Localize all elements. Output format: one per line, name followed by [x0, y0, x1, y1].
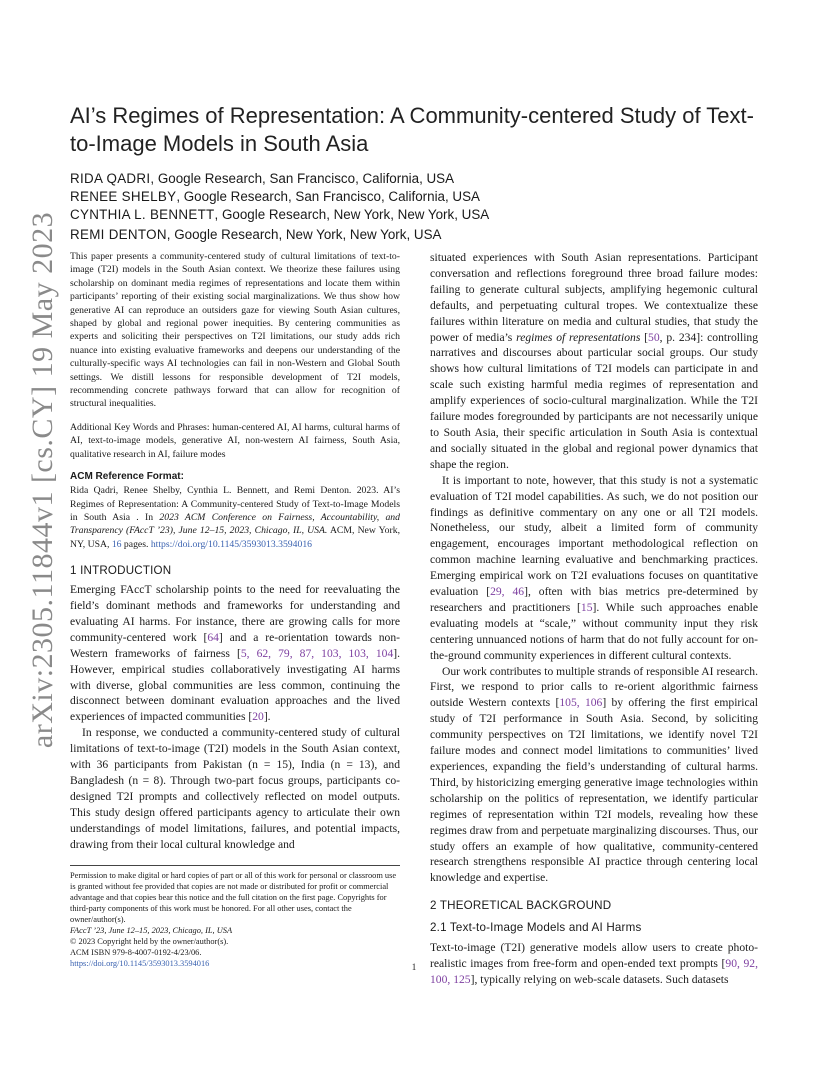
- arxiv-identifier-text: arXiv:2305.11844v1 [cs.CY] 19 May 2023: [26, 211, 60, 749]
- text-run: Our work contributes to multiple strands of responsible AI research. First, we respond to prior calls to re-orient algorithmic fairness outside Western contexts [: [430, 664, 758, 710]
- author-line-1: [70, 170, 770, 188]
- footnote-doi-link[interactable]: https://doi.org/10.1145/3593013.3594016: [70, 958, 210, 968]
- citation-link[interactable]: 15: [580, 600, 593, 614]
- author-affiliation: , Google Research, San Francisco, California, USA: [150, 171, 455, 186]
- author-line-4: [70, 226, 770, 244]
- isbn-line: ACM ISBN 979-8-4007-0192-4/23/06.: [70, 947, 202, 957]
- citation-link[interactable]: 90, 92, 100, 125: [430, 957, 758, 987]
- author-name: CYNTHIA L. BENNETT: [70, 207, 215, 222]
- citation-link[interactable]: 29, 46: [490, 585, 525, 599]
- acm-reference-publisher: ACM, New York, NY, USA,: [70, 525, 400, 550]
- acm-reference-venue: 2023 ACM Conference on Fairness, Accountability, and Transparency (FAccT ’23), June 12–15, 2023, Chicago, IL, USA.: [70, 511, 400, 537]
- acm-reference-doi-link[interactable]: https://doi.org/10.1145/3593013.3594016: [150, 538, 313, 550]
- text-run: ]. While such approaches enable evaluating models at “scale,” without community input they risk centering unnuanced notions of harm that do not fully account for on-the-ground community experiences in different cultural contexts.: [430, 600, 758, 662]
- text-run: It is important to note, however, that this study is not a systematic evaluation of T2I model capabilities. As such, we do not position our findings as definitive commentary on any one or all T2I models. Nonetheless, our study, albeit a limited form of community engagement, encourages important methodological reflection on common machine learning evaluative and benchmarking practices. Emerging empirical work on T2I evaluations focuses on quantitative evaluation [: [430, 473, 758, 599]
- citation-link[interactable]: 64: [207, 630, 219, 644]
- right-column: [430, 250, 758, 988]
- author-affiliation: , Google Research, New York, New York, USA: [214, 207, 490, 222]
- citation-link[interactable]: 50: [648, 330, 660, 344]
- section-heading-introduction: 1 INTRODUCTION: [70, 564, 172, 578]
- text-run: ], typically relying on web-scale datasets. Such datasets: [470, 973, 729, 987]
- text-run: [: [640, 330, 649, 344]
- arxiv-identifier-stamp: [22, 211, 64, 749]
- copyright-line: © 2023 Copyright held by the owner/author(s).: [70, 936, 229, 946]
- text-run: ] and a re-orientation towards non-Western frameworks of fairness [: [70, 630, 400, 660]
- right-paragraph-3: [430, 664, 758, 887]
- left-column: [70, 250, 400, 969]
- text-run: ].: [263, 710, 271, 724]
- intro-paragraph-1: [70, 582, 400, 725]
- text-run: ], often with bias metrics pre-determined by researchers and practitioners [: [430, 585, 759, 614]
- footnote-rule: [70, 865, 400, 866]
- author-name: RENEE SHELBY: [70, 189, 177, 204]
- emphasis-text: regimes of representations: [516, 330, 641, 344]
- text-run: Emerging FAccT scholarship points to the need for reevaluating the field’s dominant methods and frameworks for understanding and evaluating AI harms. For instance, there are growing calls for more community-centered work [: [70, 583, 400, 644]
- acm-reference-heading: ACM Reference Format:: [70, 471, 184, 483]
- paper-title: AI’s Regimes of Representation: A Community-centered Study of Text-to-Image Models in South Asia: [70, 103, 754, 156]
- author-name: REMI DENTON: [70, 227, 167, 242]
- text-run: ] by offering the first empirical study of T2I performance in South Asia. Second, by soliciting community perspectives on T2I limitations, we identify novel T2I failure modes and connect model limitations to communities’ lived experiences, expanding the field’s understanding of cultural harms. Third, by historicizing emerging generative image technologies within scholarship on the politics of representation, we identify particular regimes of representation within T2I models, revealing how these regimes draw from and perpetuate marginalizing discourses. Thus, our study offers an example of how qualitative, community-centered research strengthens responsible AI practice through centering local knowledge and expertise.: [430, 696, 759, 885]
- citation-link[interactable]: 5, 62, 79, 87, 103, 103, 104: [240, 646, 394, 660]
- citation-link[interactable]: 105, 106: [559, 696, 603, 710]
- author-affiliation: , Google Research, San Francisco, California, USA: [176, 189, 480, 204]
- footnote-block: [70, 870, 400, 969]
- section-heading-theoretical-background: 2 THEORETICAL BACKGROUND: [430, 899, 612, 913]
- acm-reference: [70, 484, 400, 551]
- text-run: , p. 234]: controlling narratives and discourses about particular social groups. Our study shows how cultural limitations of T2I models can participate in and scale such existing harmful media regimes of representation and amplify experiences of socio-cultural marginalization. While the T2I failure modes foregrounded by participants are not necessarily unique to South Asia, their specific articulation in South Asia is contextual and socially situated in the global and regional power dynamics that shape the region.: [430, 330, 759, 471]
- citation-link[interactable]: 20: [252, 710, 264, 724]
- conference-line: FAccT ’23, June 12–15, 2023, Chicago, IL, USA: [70, 925, 233, 935]
- text-run: ]. However, empirical studies collaboratively investigating AI harms with diverse, global communities are less common, continuing the disconnect between dominant evaluation approaches and the lived experiences of impacted communities [: [70, 646, 401, 724]
- subsection-heading-t2i-models: 2.1 Text-to-Image Models and AI Harms: [430, 921, 642, 935]
- author-affiliation: , Google Research, New York, New York, USA: [166, 227, 442, 242]
- keywords: Additional Key Words and Phrases: human-centered AI, AI harms, cultural harms of AI, text-to-image models, generative AI, non-western AI fairness, South Asia, qualitative research in AI, failure modes: [70, 421, 400, 460]
- permission-notice: Permission to make digital or hard copies of part or all of this work for personal or classroom use is granted without fee provided that copies are not made or distributed for profit or commercial advantage and that copies bear this notice and the full citation on the first page. Copyrights for third-party components of this work must be honored. For all other uses, contact the owner/author(s).: [70, 870, 397, 924]
- text-run: situated experiences with South Asian representations. Participant conversation and reflections foreground three broad failure modes: failing to generate cultural subjects, amplifying hegemonic cultural defaults, and perpetuating cultural tropes. We contextualize these failures within literature on media and cultural studies, that study the power of media’s: [430, 251, 758, 344]
- text-run: Text-to-image (T2I) generative models allow users to create photo-realistic images from free-form and open-ended text prompts [: [430, 941, 758, 971]
- author-line-3: [70, 206, 770, 224]
- author-line-2: [70, 188, 770, 206]
- right-paragraph-2: [430, 473, 758, 664]
- author-name: RIDA QADRI: [70, 171, 151, 186]
- page-number: 1: [411, 962, 417, 972]
- acm-reference-pages: pages.: [121, 538, 151, 550]
- page-count-link[interactable]: 16: [111, 538, 122, 550]
- right-paragraph-1: [430, 250, 758, 473]
- abstract: This paper presents a community-centered study of cultural limitations of text-to-image (T2I) models in the South Asian context. We theorize these failures using scholarship on dominant media regimes of representations and locate them within participants’ reporting of their existing social marginalizations. We thus show how generative AI can reproduce an outsiders gaze for viewing South Asian cultures, shaped by global and regional power inequities. By centering communities as experts and soliciting their perspectives on T2I limitations, our study adds rich nuance into existing evaluative frameworks and deepens our understanding of the culturally-specific ways AI technologies can fail in non-Western and Global South settings. We distill lessons for responsible development of T2I models, recommending concrete pathways forward that can allow for recognition of structural inequalities.: [70, 251, 400, 410]
- intro-paragraph-2: In response, we conducted a community-centered study of cultural limitations of text-to-image (T2I) models in the South Asian context, with 36 participants from Pakistan (n = 15), India (n = 13), and Bangladesh (n = 8). Through two-part focus groups, participants co-designed T2I prompts and collectively reflected on model outputs. This study design offered participants agency to articulate their own understandings of model limitations, failures, and potential impacts, drawing from their local cultural knowledge and: [70, 726, 400, 851]
- acm-reference-authors: Rida Qadri, Renee Shelby, Cynthia L. Bennett, and Remi Denton. 2023. AI’s Regimes of Representation: A Community-centered Study of Text-to-Image Models in South Asia . In: [70, 485, 400, 523]
